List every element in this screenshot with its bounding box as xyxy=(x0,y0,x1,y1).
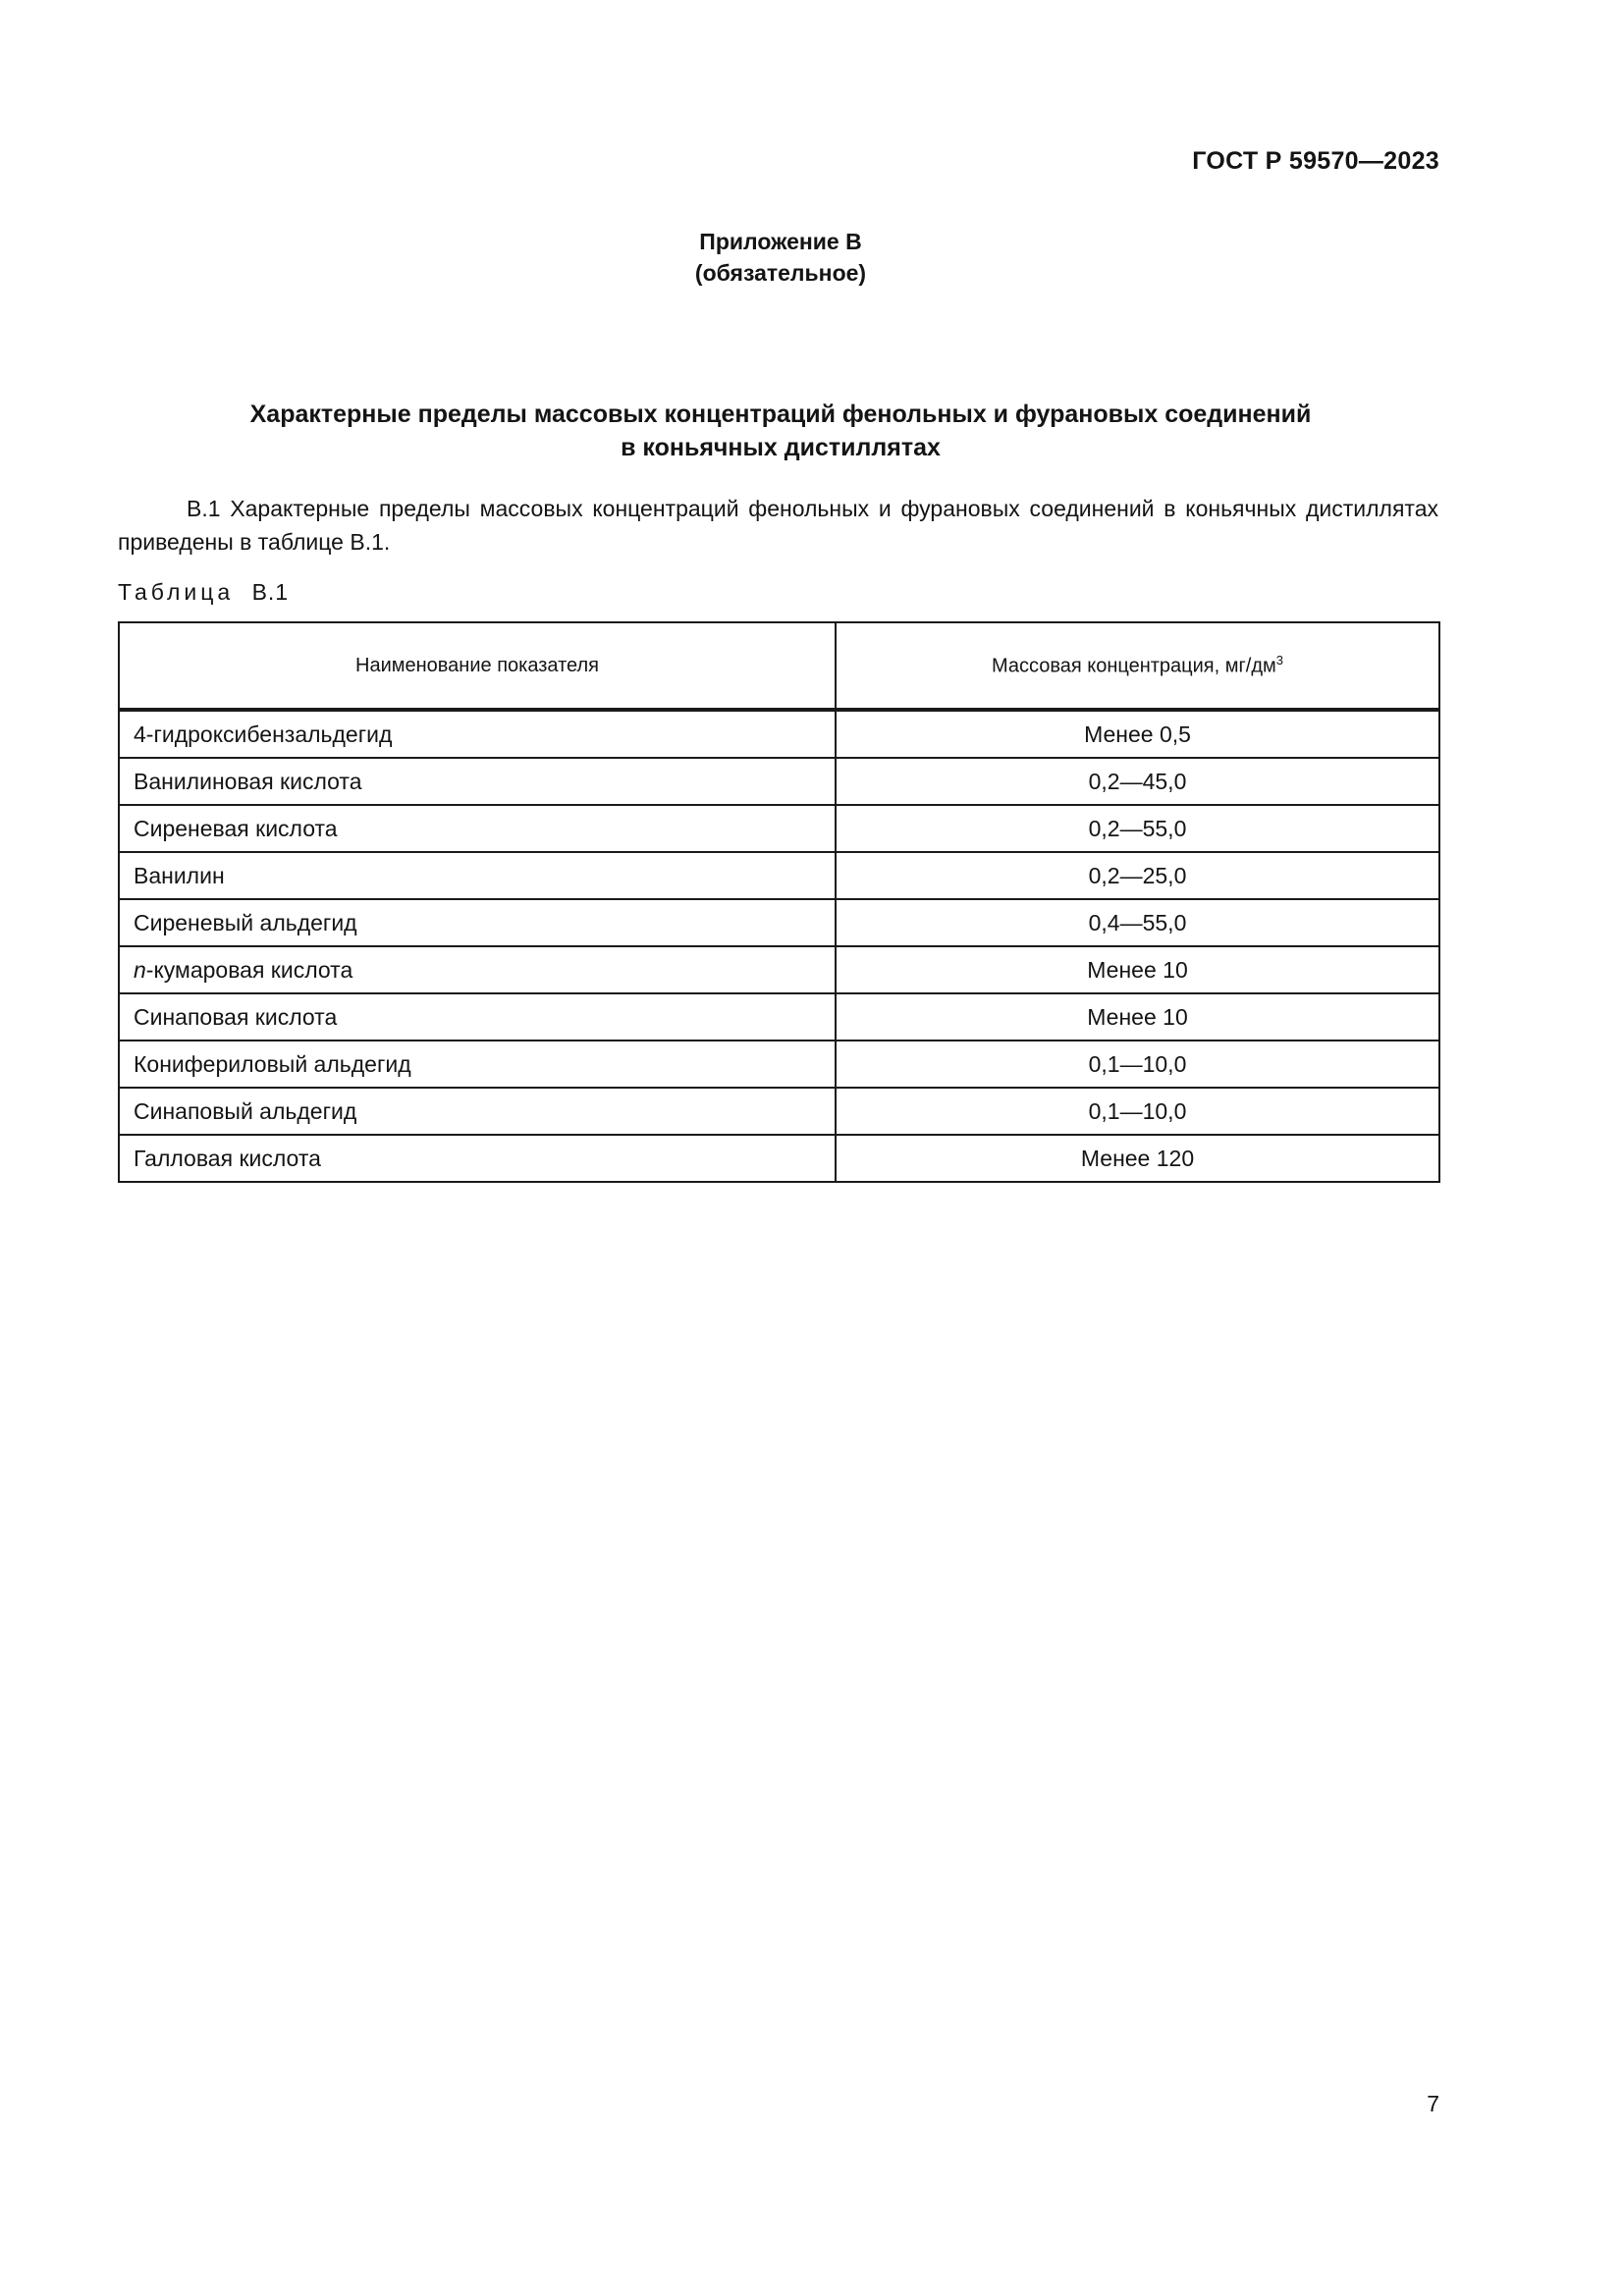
document-code: ГОСТ Р 59570—2023 xyxy=(1192,147,1439,175)
row-value: 0,1—10,0 xyxy=(836,1041,1439,1088)
appendix-status: (обязательное) xyxy=(694,260,867,286)
table-row xyxy=(119,758,1439,805)
table-row xyxy=(119,993,1439,1041)
row-value: 0,2—55,0 xyxy=(836,805,1439,852)
table-row xyxy=(119,805,1439,852)
table-caption-number: В.1 xyxy=(251,579,290,605)
row-value: 0,4—55,0 xyxy=(836,899,1439,946)
table-row xyxy=(119,899,1439,946)
row-name: Ванилин xyxy=(119,852,836,899)
table-row xyxy=(119,852,1439,899)
row-value: Менее 120 xyxy=(836,1135,1439,1182)
row-name: n-кумаровая кислота xyxy=(119,946,836,993)
paragraph-b1: В.1 Характерные пределы массовых концентраций фенольных и фурановых соединений в коньячных дистиллятах приведены в таблице В.1. xyxy=(118,496,1438,555)
table-caption xyxy=(118,579,289,606)
section-title-line-2: в коньячных дистиллятах xyxy=(621,434,941,461)
header-indicator-name: Наименование показателя xyxy=(119,622,836,710)
header-mass-concentration: Массовая концентрация, $мг/дм^3$ xyxy=(836,622,1439,710)
section-title-line-1: Характерные пределы массовых концентраций фенольных и фурановых соединений xyxy=(249,400,1312,428)
row-value: Менее 10 xyxy=(836,946,1439,993)
row-name: Синаповая кислота xyxy=(119,993,836,1041)
appendix-heading xyxy=(0,226,1561,289)
row-value: Менее 10 xyxy=(836,993,1439,1041)
row-name: Сиреневая кислота xyxy=(119,805,836,852)
appendix-title: Приложение В xyxy=(699,229,862,254)
table-row xyxy=(119,1088,1439,1135)
row-value: Менее 0,5 xyxy=(836,710,1439,758)
row-name-italic-prefix: n xyxy=(134,956,146,983)
row-name: Синаповый альдегид xyxy=(119,1088,836,1135)
table-row xyxy=(119,1041,1439,1088)
section-title xyxy=(118,398,1443,464)
page-number: 7 xyxy=(1427,2091,1439,2116)
table-row xyxy=(119,946,1439,993)
row-name: Конифериловый альдегид xyxy=(119,1041,836,1088)
table-row xyxy=(119,1135,1439,1182)
row-value: 0,1—10,0 xyxy=(836,1088,1439,1135)
table-row xyxy=(119,710,1439,758)
table-caption-label: Таблица xyxy=(118,579,235,605)
row-value: 0,2—45,0 xyxy=(836,758,1439,805)
row-name: Галловая кислота xyxy=(119,1135,836,1182)
table-b1 xyxy=(118,621,1440,1183)
header-unit-superscript: 3 xyxy=(1275,653,1284,668)
row-name: Сиреневый альдегид xyxy=(119,899,836,946)
table-header-row xyxy=(119,622,1439,710)
row-value: 0,2—25,0 xyxy=(836,852,1439,899)
row-name: 4-гидроксибензальдегид xyxy=(119,710,836,758)
row-name: Ванилиновая кислота xyxy=(119,758,836,805)
